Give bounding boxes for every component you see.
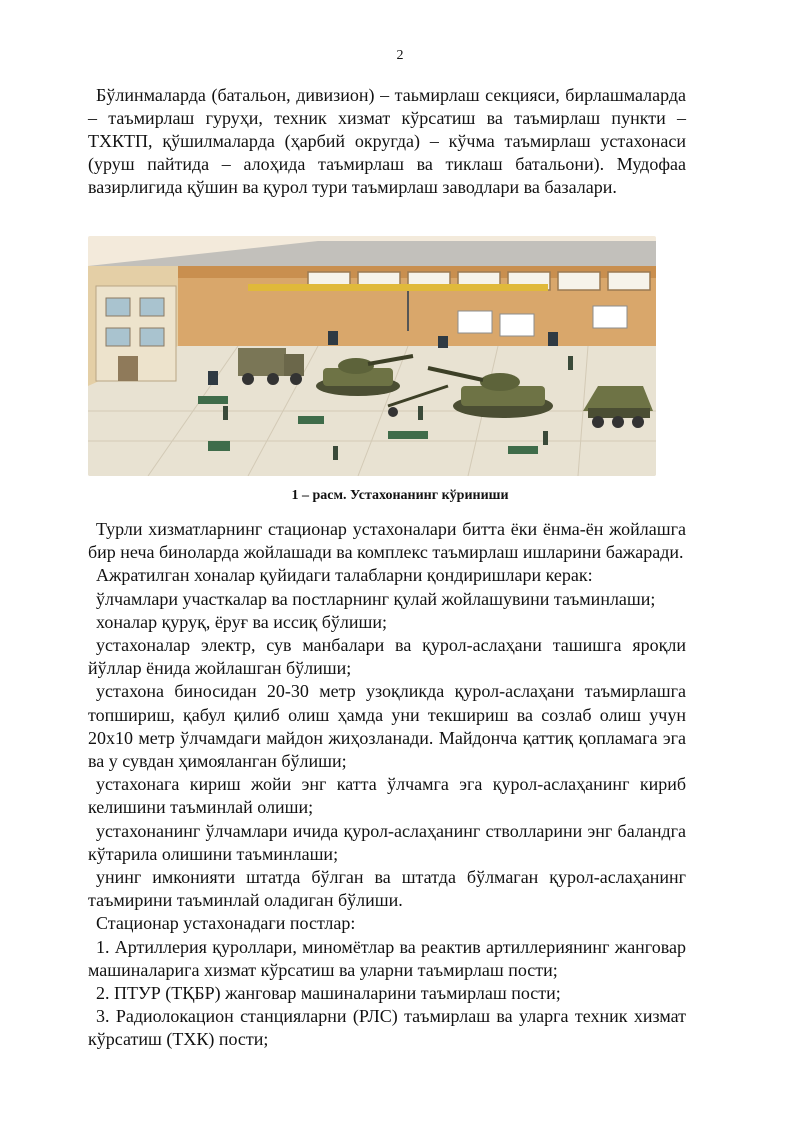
paragraph: 3. Радиолокацион станцияларни (РЛС) таъмирлаш ва уларга техник хизмат кўрсатиш (ТХК) пости; (88, 1006, 686, 1050)
paragraph: Ажратилган хоналар қуйидаги талабларни қондиришлари керак: (96, 565, 593, 586)
paragraph: хоналар қуруқ, ёруғ ва иссиқ бўлиши; (96, 611, 387, 632)
paragraph: устахона биносидан 20-30 метр узоқликда қурол-аслаҳани таъмирлашга топшириш, қабул қилиб олиш ҳамда уни текшириш ва созлаб олиш учун 20х10 метр ўлчамдаги майдон жиҳозланади. Майдонча қаттиқ қопламага эга ва у сувдан ҳимояланган бўлиши; (88, 681, 686, 772)
body-text (88, 518, 686, 1052)
paragraph: унинг имконияти штатда бўлган ва штатда бўлмаган қурол-аслаҳанинг таъмирини таъминлай оладиган бўлиши. (88, 867, 686, 911)
paragraph: устахонага кириш жойи энг катта ўлчамга эга қурол-аслаҳанинг кириб келишини таъминлай олиши; (88, 774, 686, 818)
workshop-illustration (88, 236, 656, 476)
paragraph: устахонанинг ўлчамлари ичида қурол-аслаҳанинг стволларини энг баландга кўтарила олишини таъминлаши; (88, 820, 686, 864)
paragraph: Стационар устахонадаги постлар: (96, 913, 356, 934)
paragraph: 2. ПТУР (ТҚБР) жанговар машиналарини таъмирлаш пости; (96, 983, 561, 1004)
paragraph: ўлчамлари участкалар ва постларнинг қулай жойлашувини таъминлаши; (96, 588, 656, 609)
paragraph: Турли хизматларнинг стационар устахоналари битта ёки ёнма-ён жойлашга бир неча биноларда жойлашади ва комплекс таъмирлаш ишларини бажаради. (88, 519, 686, 563)
workshop-illustration-drawing (88, 236, 656, 476)
paragraph: 1. Артиллерия қуроллари, миномётлар ва реактив артиллериянинг жанговар машиналарига хизмат кўрсатиш ва уларни таъмирлаш пости; (88, 936, 686, 980)
intro-paragraph: Бўлинмаларда (батальон, дивизион) – таьмирлаш секцияси, бирлашмаларда – таъмирлаш гуруҳи, техник хизмат кўрсатиш ва таъмирлаш пункти – ТХКТП, қўшилмаларда (ҳарбий округда) – кўчма таъмирлаш устахонаси (уруш пайтида – алоҳида таъмирлаш ва тиклаш батальони). Мудофаа вазирлигида қўшин ва қурол тури таъмирлаш заводлари ва базалари. (88, 85, 686, 197)
intro-paragraph-block (88, 84, 686, 199)
page-number: 2 (396, 48, 404, 63)
figure-caption: 1 – расм. Устахонанинг кўриниши (291, 488, 509, 503)
paragraph: устахоналар электр, сув манбалари ва қурол-аслаҳани ташишга яроқли йўллар ёнида жойлашган бўлиши; (88, 635, 686, 679)
